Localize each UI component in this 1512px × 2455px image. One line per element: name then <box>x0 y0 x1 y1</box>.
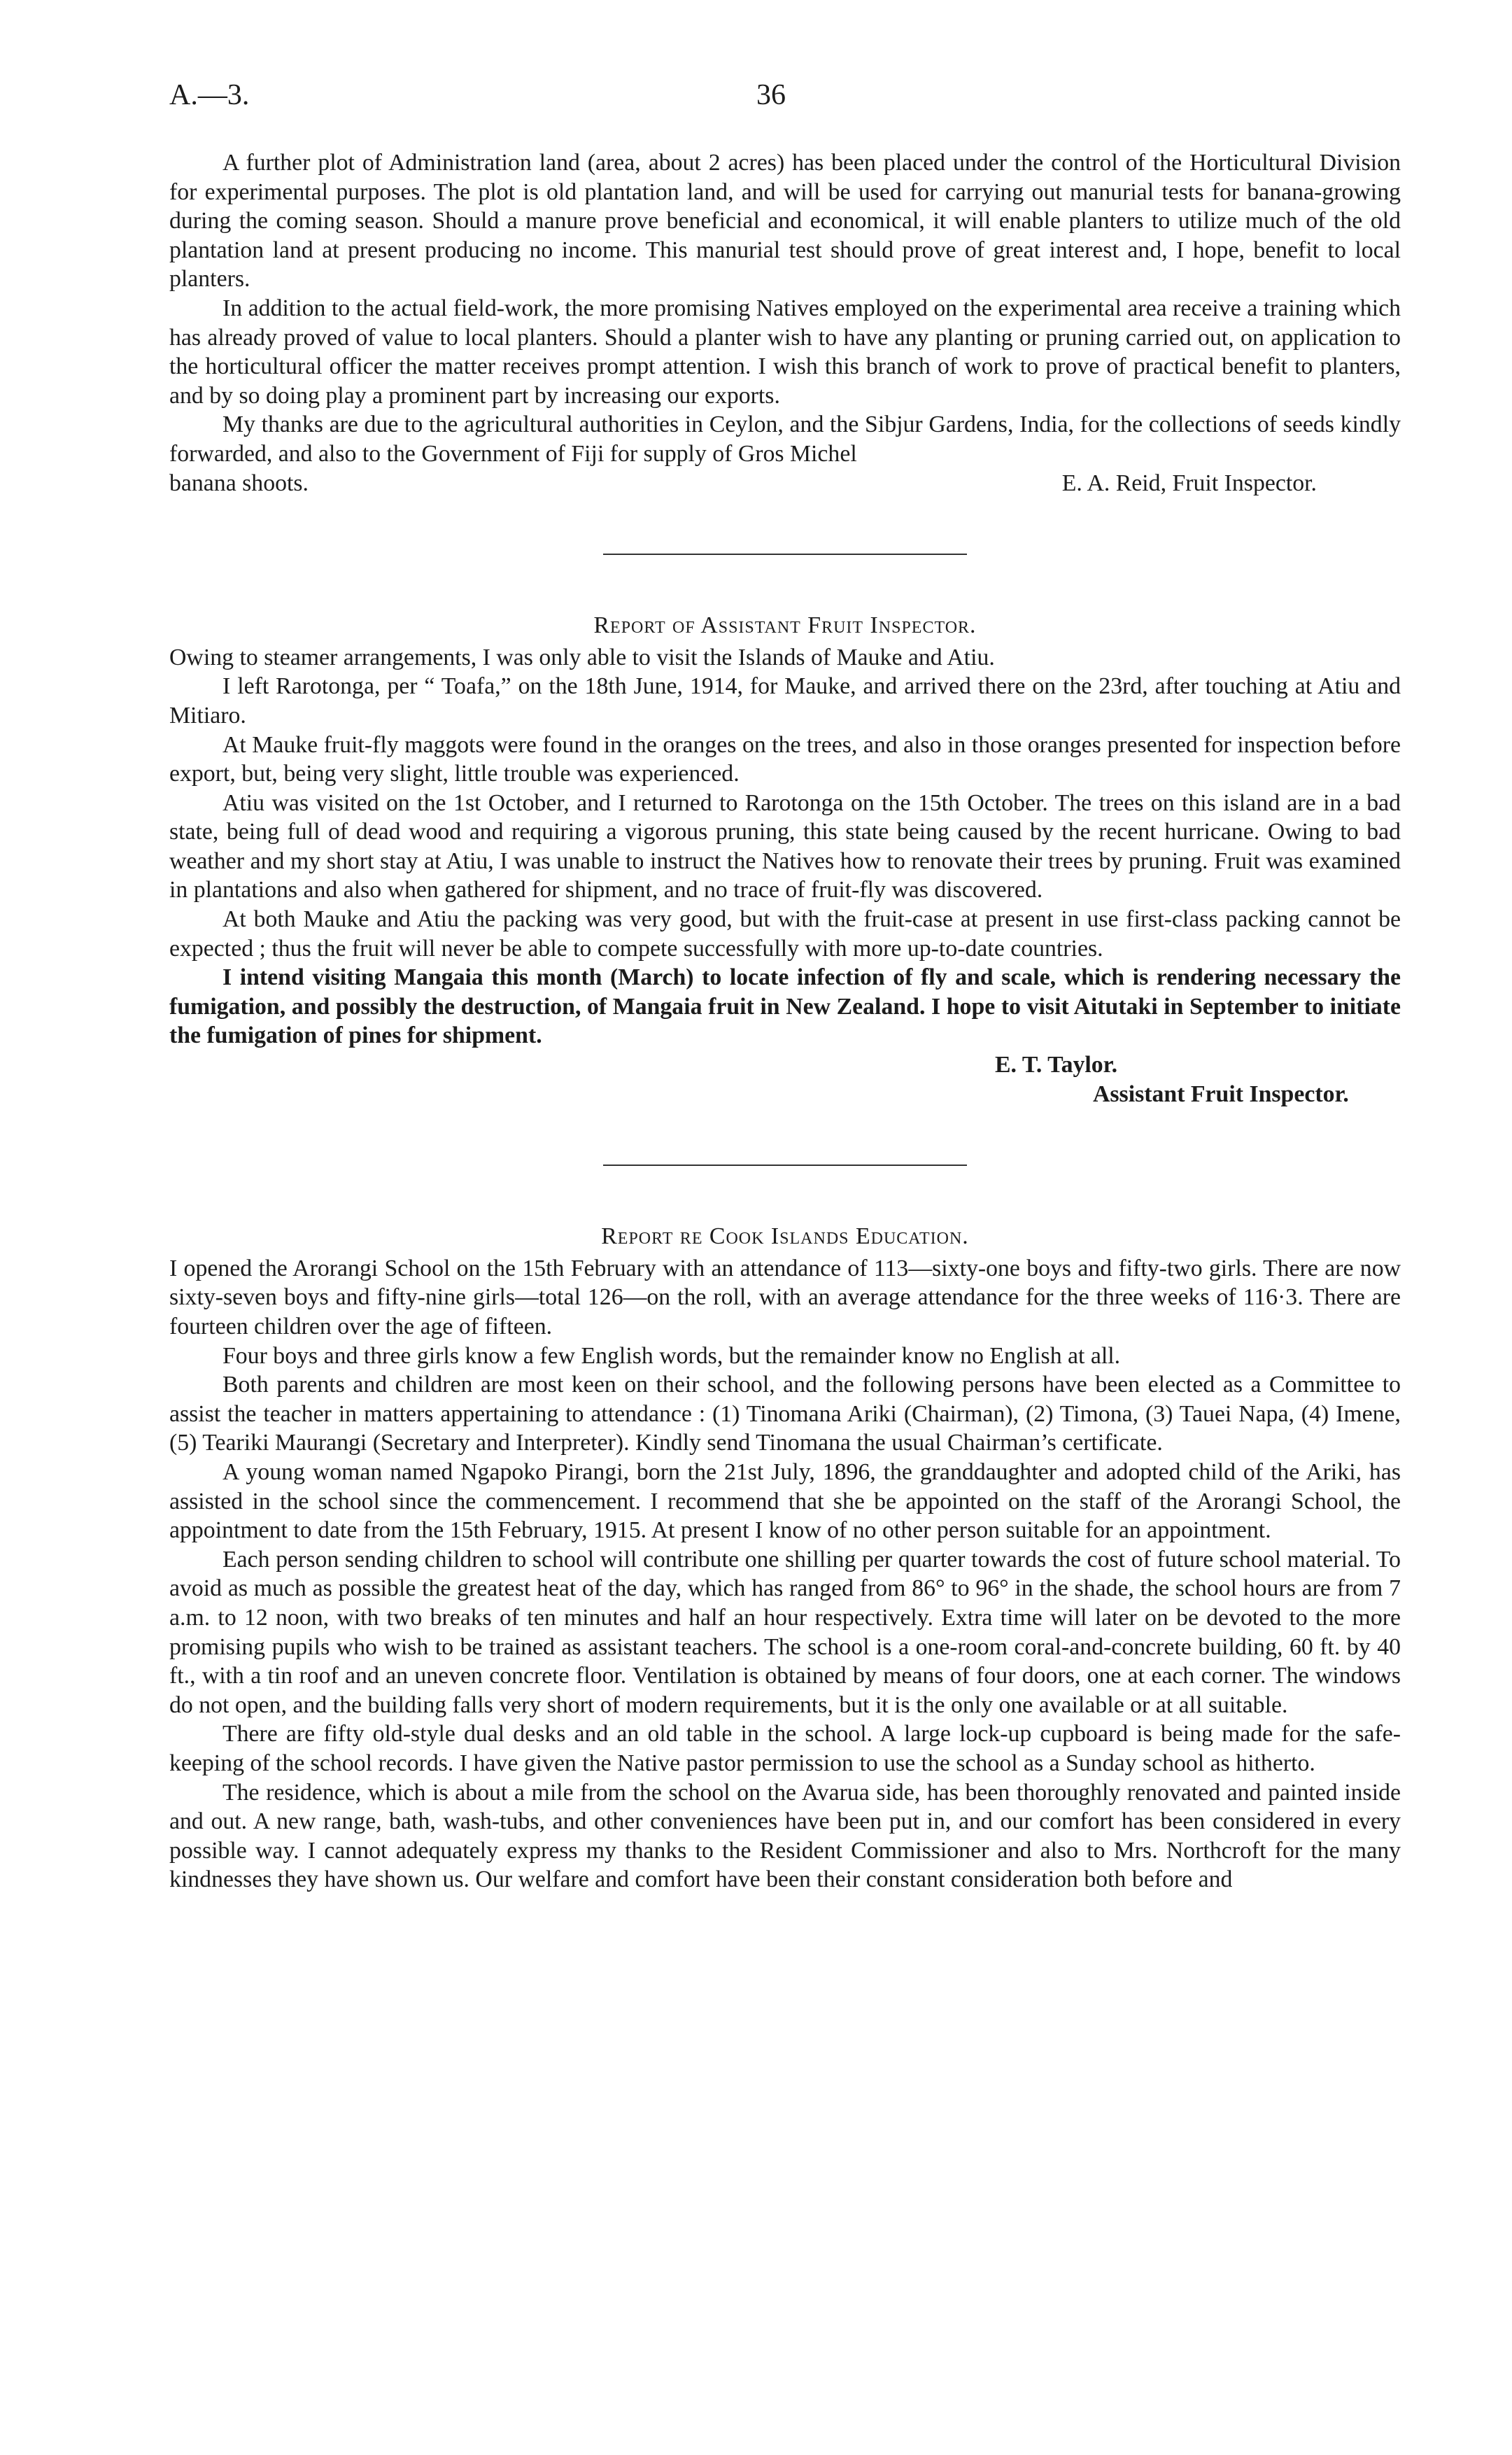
signature-name: E. T. Taylor. <box>995 1052 1118 1078</box>
reid-signature: E. A. Reid, Fruit Inspector. <box>1061 470 1317 496</box>
document-reference: A.—3. <box>169 79 250 111</box>
section-title: Report of Assistant Fruit Inspector. <box>593 612 977 639</box>
page-number: 36 <box>756 79 786 111</box>
section-divider <box>603 1165 967 1166</box>
paragraph: Both parents and children are most keen on their school, and the following persons have been elected as a Committee to assist the teacher in matters appertaining to attendance : (1) Tinomana Ariki (Chairman), (2) Timona, (3) Tauei Napa, (4) Imene, (5) Teariki Maurangi (Secretary and Interpreter). Kindly send Tinomana the usual Chairman’s certificate. <box>169 1372 1401 1456</box>
paragraph: My thanks are due to the agricultural authorities in Ceylon, and the Sibjur Gardens, India, for the collections of seeds kindly forwarded, and also to the Government of Fiji for supply of Gros Michel <box>169 411 1401 467</box>
document-body <box>169 148 1401 1894</box>
reid-report <box>169 148 1401 498</box>
section-title: Report re Cook Islands Education. <box>601 1223 969 1250</box>
paragraph: Four boys and three girls know a few English words, but the remainder know no English at all. <box>222 1342 1121 1369</box>
paragraph: At both Mauke and Atiu the packing was very good, but with the fruit-case at present in use first-class packing cannot be expected ; thus the fruit will never be able to compete successfully with more up-to-date countries. <box>169 906 1401 962</box>
paragraph: Each person sending children to school will contribute one shilling per quarter towards the cost of future school material. To avoid as much as possible the greatest heat of the day, which has ranged from 86° to 96° in the shade, the school hours are from 7 a.m. to 12 noon, with two breaks of ten minutes and half an hour respectively. Extra time will later on be devoted to the more promising pupils who wish to be trained as assistant teachers. The school is a one-room coral-and-concrete building, 60 ft. by 40 ft., with a tin roof and an uneven concrete floor. Ventilation is obtained by means of four doors, one at each corner. The windows do not open, and the building falls very short of modern requirements, but it is the only one available or at all suitable. <box>169 1546 1401 1718</box>
taylor-report <box>169 611 1401 1109</box>
paragraph: Atiu was visited on the 1st October, and I returned to Rarotonga on the 15th October. The trees on this island are in a bad state, being full of dead wood and requiring a vigorous pruning, this state being caused by the recent hurricane. Owing to bad weather and my short stay at Atiu, I was unable to instruct the Natives how to renovate their trees by pruning. Fruit was examined in plantations and also when gathered for shipment, and no trace of fruit-fly was discovered. <box>169 789 1401 903</box>
section-divider <box>603 554 967 555</box>
paragraph: At Mauke fruit-fly maggots were found in the oranges on the trees, and also in those oranges presented for inspection before export, but, being very slight, little trouble was experienced. <box>169 731 1401 787</box>
paragraph: Owing to steamer arrangements, I was only able to visit the Islands of Mauke and Atiu. <box>169 644 995 670</box>
education-report <box>169 1222 1401 1894</box>
paragraph: I opened the Arorangi School on the 15th February with an attendance of 113—sixty-one boys and fifty-two girls. There are now sixty-seven boys and fifty-nine girls—total 126—on the roll, with an average attendance for the three weeks of 116·3. There are fourteen children over the age of fifteen. <box>169 1255 1401 1339</box>
closing-text: banana shoots. <box>169 470 309 496</box>
closing-line <box>169 469 1401 498</box>
page-header <box>169 78 1373 127</box>
paragraph: The residence, which is about a mile from the school on the Avarua side, has been thoroughly renovated and painted inside and out. A new range, bath, wash-tubs, and other conveniences have been put in, and our comfort has been considered in every possible way. I cannot adequately express my thanks to the Resident Commissioner and also to Mrs. Northcroft for the many kindnesses they have shown us. Our welfare and comfort have been their constant consideration both before and <box>169 1779 1401 1893</box>
paragraph: A young woman named Ngapoko Pirangi, born the 21st July, 1896, the granddaughter and adopted child of the Ariki, has assisted in the school since the commencement. I recommend that she be appointed on the staff of the Arorangi School, the appointment to date from the 15th February, 1915. At present I know of no other person suitable for an appointment. <box>169 1458 1401 1544</box>
paragraph: There are fifty old-style dual desks and an old table in the school. A large lock-up cupboard is being made for the safe-keeping of the school records. I have given the Native pastor permission to use the school as a Sunday school as hitherto. <box>169 1721 1401 1776</box>
paragraph: I left Rarotonga, per “ Toafa,” on the 18th June, 1914, for Mauke, and arrived there on the 23rd, after touching at Atiu and Mitiaro. <box>169 673 1401 729</box>
taylor-signature <box>169 1050 1401 1109</box>
paragraph: In addition to the actual field-work, the more promising Natives employed on the experimental area receive a training which has already proved of value to local planters. Should a planter wish to have any planting or pruning carried out, on application to the horticultural officer the matter receives prompt attention. I wish this branch of work to prove of practical benefit to planters, and by so doing play a prominent part by increasing our exports. <box>169 295 1401 409</box>
paragraph: A further plot of Administration land (area, about 2 acres) has been placed under the control of the Horticultural Division for experimental purposes. The plot is old plantation land, and will be used for carrying out manurial tests for banana-growing during the coming season. Should a manure prove beneficial and economical, it will enable planters to utilize much of the old plantation land at present producing no income. This manurial test should prove of great interest and, I hope, benefit to local planters. <box>169 150 1401 293</box>
signature-title: Assistant Fruit Inspector. <box>1093 1081 1349 1107</box>
paragraph: I intend visiting Mangaia this month (March) to locate infection of fly and scale, which is rendering necessary the fumigation, and possibly the destruction, of Mangaia fruit in New Zealand. I hope to visit Aitutaki in September to initiate the fumigation of pines for shipment. <box>169 964 1401 1049</box>
